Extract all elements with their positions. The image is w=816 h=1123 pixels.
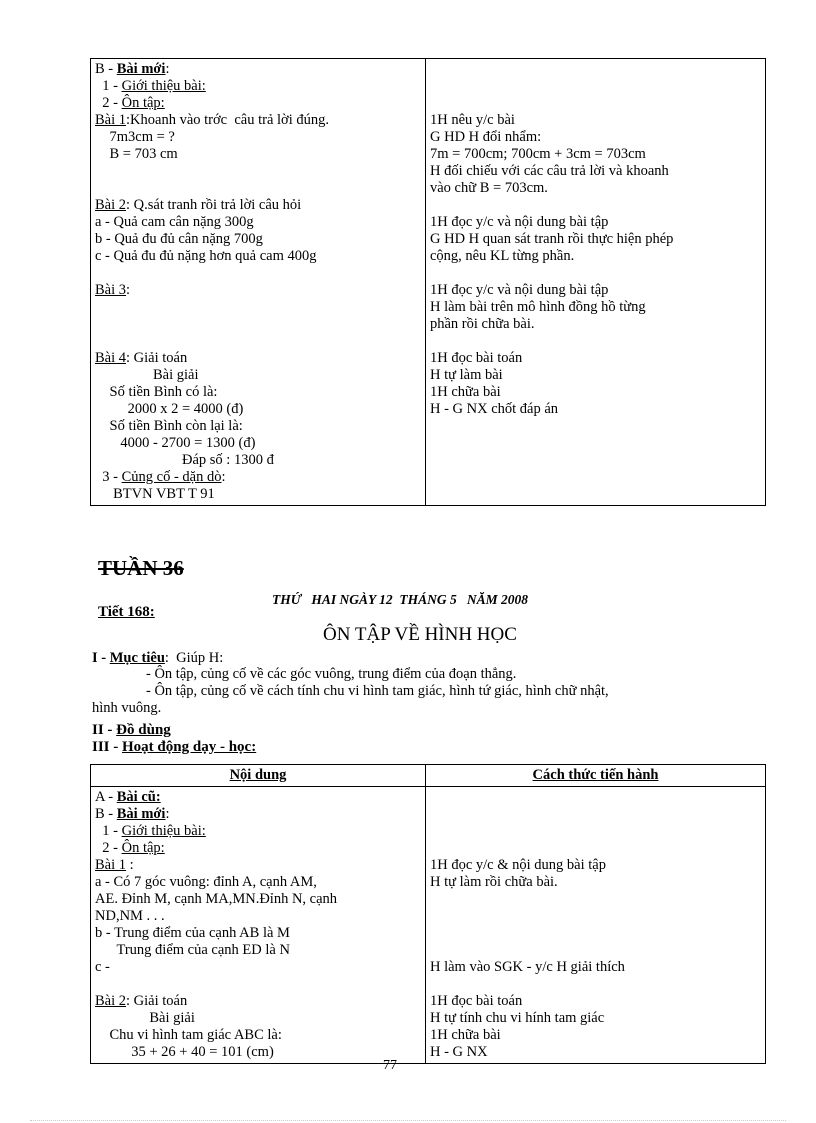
content-line bbox=[95, 1010, 421, 1027]
method-line: 1H chữa bài bbox=[430, 384, 501, 400]
section-materials-label: Đồ dùng bbox=[116, 722, 171, 738]
line-text: 35 + 26 + 40 = 101 (cm) bbox=[95, 1044, 274, 1060]
line-suffix: : Q.sát tranh rồi trả lời câu hỏi bbox=[126, 197, 302, 213]
method-line: H tự làm bài bbox=[430, 367, 503, 383]
line-text: BTVN VBT T 91 bbox=[95, 486, 215, 502]
line-text: 1 - bbox=[95, 78, 122, 94]
section-activities bbox=[92, 739, 256, 756]
content-line bbox=[95, 469, 421, 486]
line-text: ND,NM . . . bbox=[95, 908, 165, 924]
line-text: a - Có 7 góc vuông: đỉnh A, cạnh AM, bbox=[95, 874, 317, 890]
line-label: Ôn tập: bbox=[121, 840, 165, 856]
bottom-table-method-cell bbox=[426, 787, 766, 1064]
line-text: AE. Đỉnh M, cạnh MA,MN.Đỉnh N, cạnh bbox=[95, 891, 338, 907]
line-text: Bài giải bbox=[95, 1010, 195, 1026]
line-text: B - bbox=[95, 806, 117, 822]
line-label: Bài mới bbox=[116, 61, 166, 77]
method-line: H làm bài trên mô hình đồng hồ từng bbox=[430, 299, 646, 315]
content-line bbox=[95, 401, 421, 418]
line-text: Chu vi hình tam giác ABC là: bbox=[95, 1027, 282, 1043]
line-text: c - Quả đu đủ nặng hơn quả cam 400g bbox=[95, 248, 317, 264]
content-line bbox=[95, 789, 421, 806]
date-line: THỨ HAI NGÀY 12 THÁNG 5 NĂM 2008 bbox=[272, 592, 528, 607]
blank-line bbox=[430, 840, 761, 857]
blank-line bbox=[430, 333, 761, 350]
line-label: Giới thiệu bài: bbox=[121, 78, 206, 94]
content-line bbox=[95, 993, 421, 1010]
blank-line bbox=[430, 908, 761, 925]
blank-line bbox=[430, 891, 761, 908]
objective-item-2: - Ôn tập, củng cố về cách tính chu vi hình tam giác, hình tứ giác, hình chữ nhật, bbox=[146, 683, 609, 699]
blank-line bbox=[430, 197, 761, 214]
content-line bbox=[95, 857, 421, 874]
content-line bbox=[95, 78, 421, 95]
line-label: Bài 2 bbox=[95, 993, 127, 1009]
line-text: 1 - bbox=[95, 823, 122, 839]
blank-line bbox=[95, 180, 421, 197]
blank-line bbox=[430, 789, 761, 806]
method-line: H - G NX bbox=[430, 1044, 488, 1060]
method-line: 1H đọc y/c và nội dung bài tập bbox=[430, 214, 609, 230]
line-suffix: : bbox=[165, 61, 170, 77]
blank-line bbox=[430, 823, 761, 840]
line-label: Củng cố - dặn dò bbox=[121, 469, 222, 485]
line-text: Trung điểm của cạnh ED là N bbox=[95, 942, 290, 958]
content-line bbox=[95, 959, 421, 976]
lesson-number: Tiết 168: bbox=[98, 604, 155, 620]
content-line bbox=[95, 486, 421, 503]
method-line: H - G NX chốt đáp án bbox=[430, 401, 559, 417]
method-line: G HD H quan sát tranh rồi thực hiện phép bbox=[430, 231, 674, 247]
method-line: phần rồi chữa bài. bbox=[430, 316, 535, 332]
content-line bbox=[95, 891, 421, 908]
line-text: 2 - bbox=[95, 95, 122, 111]
line-label: Bài 4 bbox=[95, 350, 127, 366]
content-line bbox=[95, 214, 421, 231]
line-label: Ôn tập: bbox=[121, 95, 165, 111]
blank-line bbox=[95, 316, 421, 333]
blank-line bbox=[95, 299, 421, 316]
content-line bbox=[95, 61, 421, 78]
content-line bbox=[95, 806, 421, 823]
blank-line bbox=[95, 333, 421, 350]
content-line bbox=[95, 435, 421, 452]
line-text: 4000 - 2700 = 1300 (đ) bbox=[95, 435, 256, 451]
blank-line bbox=[430, 942, 761, 959]
line-suffix: : Giải toán bbox=[126, 993, 188, 1009]
line-label: Bài 2 bbox=[95, 197, 127, 213]
content-line bbox=[95, 95, 421, 112]
blank-line bbox=[430, 976, 761, 993]
blank-line bbox=[95, 163, 421, 180]
method-line: 1H nêu y/c bài bbox=[430, 112, 515, 128]
bottom-table-content-cell bbox=[91, 787, 426, 1064]
content-line bbox=[95, 418, 421, 435]
content-line bbox=[95, 367, 421, 384]
section-objectives-prefix: I - bbox=[92, 650, 110, 666]
top-table-method-cell bbox=[426, 59, 766, 506]
line-label: Bài 1 bbox=[95, 857, 127, 873]
line-text: a - Quả cam cân nặng 300g bbox=[95, 214, 254, 230]
line-label: Bài 1 bbox=[95, 112, 127, 128]
line-text: A - bbox=[95, 789, 117, 805]
section-materials-prefix: II - bbox=[92, 722, 117, 738]
lesson-title: ÔN TẬP VỀ HÌNH HỌC bbox=[323, 624, 517, 645]
content-line bbox=[95, 384, 421, 401]
objective-item-1: - Ôn tập, củng cố về các góc vuông, trung điểm của đoạn thẳng. bbox=[146, 666, 517, 682]
blank-line bbox=[95, 265, 421, 282]
line-text: 7m3cm = ? bbox=[95, 129, 175, 145]
line-text: 2000 x 2 = 4000 (đ) bbox=[95, 401, 244, 417]
content-line bbox=[95, 1027, 421, 1044]
line-text: b - Trung điểm của cạnh AB là M bbox=[95, 925, 290, 941]
line-text: B = 703 cm bbox=[95, 146, 178, 162]
line-text: Số tiền Bình có là: bbox=[95, 384, 218, 400]
line-text: Bài giải bbox=[95, 367, 199, 383]
method-line: vào chữ B = 703cm. bbox=[430, 180, 548, 196]
method-line: H tự làm rồi chữa bài. bbox=[430, 874, 558, 890]
page-number: 77 bbox=[383, 1058, 397, 1073]
week-title: TUẦN 36 bbox=[98, 556, 184, 580]
blank-line bbox=[430, 95, 761, 112]
method-line: 1H chữa bài bbox=[430, 1027, 501, 1043]
content-line bbox=[95, 129, 421, 146]
section-activities-label: Hoạt động dạy - học: bbox=[122, 739, 257, 755]
blank-line bbox=[95, 976, 421, 993]
blank-line bbox=[430, 925, 761, 942]
line-suffix: : bbox=[126, 857, 134, 873]
content-line bbox=[95, 350, 421, 367]
line-text: b - Quả đu đủ cân nặng 700g bbox=[95, 231, 263, 247]
line-suffix: : Giải toán bbox=[126, 350, 188, 366]
method-line: 1H đọc bài toán bbox=[430, 350, 523, 366]
top-lesson-table bbox=[90, 58, 766, 506]
content-line bbox=[95, 942, 421, 959]
objective-item-2-continued: hình vuông. bbox=[92, 700, 162, 716]
content-line bbox=[95, 282, 421, 299]
method-line: H tự tính chu vi hính tam giác bbox=[430, 1010, 605, 1026]
content-line bbox=[95, 197, 421, 214]
section-objectives bbox=[92, 650, 223, 667]
content-line bbox=[95, 146, 421, 163]
line-text: c - bbox=[95, 959, 110, 975]
header-content: Nội dung bbox=[91, 765, 426, 787]
line-label: Bài 3 bbox=[95, 282, 127, 298]
content-line bbox=[95, 874, 421, 891]
content-line bbox=[95, 112, 421, 129]
section-objectives-suffix: : Giúp H: bbox=[164, 650, 224, 666]
blank-line bbox=[430, 806, 761, 823]
content-line bbox=[95, 925, 421, 942]
blank-line bbox=[430, 265, 761, 282]
line-suffix: :Khoanh vào trớc câu trả lời đúng. bbox=[126, 112, 329, 128]
content-line bbox=[95, 823, 421, 840]
method-line: H đối chiếu với các câu trả lời và khoanh bbox=[430, 163, 669, 179]
top-table-content-cell bbox=[91, 59, 426, 506]
line-suffix: : bbox=[221, 469, 226, 485]
line-text: Đáp số : 1300 đ bbox=[95, 452, 274, 468]
method-line: cộng, nêu KL từng phần. bbox=[430, 248, 575, 264]
content-line bbox=[95, 452, 421, 469]
blank-line bbox=[430, 78, 761, 95]
method-line: 1H đọc bài toán bbox=[430, 993, 523, 1009]
method-line: 1H đọc y/c & nội dung bài tập bbox=[430, 857, 606, 873]
line-suffix: : bbox=[126, 282, 131, 298]
header-method: Cách thức tiến hành bbox=[426, 765, 766, 787]
section-objectives-label: Mục tiêu bbox=[109, 650, 165, 666]
method-line: 7m = 700cm; 700cm + 3cm = 703cm bbox=[430, 146, 646, 162]
line-suffix: : bbox=[165, 806, 170, 822]
line-text: B - bbox=[95, 61, 117, 77]
line-label: Bài mới bbox=[116, 806, 166, 822]
content-line bbox=[95, 248, 421, 265]
page-bottom-edge bbox=[30, 1120, 786, 1121]
line-text: Số tiền Bình còn lại là: bbox=[95, 418, 243, 434]
content-line bbox=[95, 231, 421, 248]
section-materials bbox=[92, 722, 171, 739]
method-line: G HD H đổi nhẩm: bbox=[430, 129, 542, 145]
line-text: 3 - bbox=[95, 469, 122, 485]
bottom-lesson-table bbox=[90, 764, 766, 1064]
method-line: 1H đọc y/c và nội dung bài tập bbox=[430, 282, 609, 298]
method-line: H làm vào SGK - y/c H giải thích bbox=[430, 959, 625, 975]
section-activities-prefix: III - bbox=[92, 739, 123, 755]
line-label: Giới thiệu bài: bbox=[121, 823, 206, 839]
content-line bbox=[95, 840, 421, 857]
line-text: 2 - bbox=[95, 840, 122, 856]
content-line bbox=[95, 908, 421, 925]
blank-line bbox=[430, 61, 761, 78]
line-label: Bài cũ: bbox=[116, 789, 161, 805]
